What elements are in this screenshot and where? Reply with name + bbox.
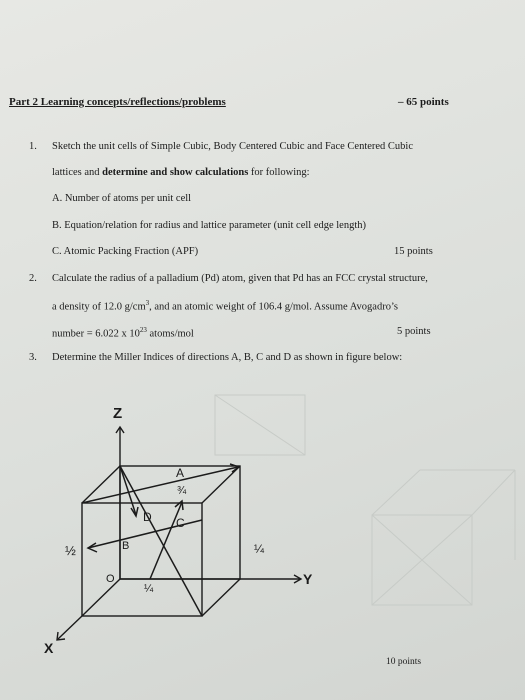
z-axis-label: Z (113, 405, 123, 422)
half-mark: ½ (65, 543, 76, 558)
q2-line1: Calculate the radius of a palladium (Pd) atom, given that Pd has an FCC crystal structure, (52, 273, 428, 284)
q1-number: 1. (29, 141, 37, 152)
label-a: A (176, 466, 185, 480)
q1-item-c: C. Atomic Packing Fraction (APF) (52, 246, 199, 257)
q3-number: 3. (29, 352, 37, 363)
q2-line2: a density of 12.0 $g/cm^3$, and an atomic weight of 106.4 g/mol. Assume Avogadro’s (52, 299, 398, 313)
q1-item-a: A. Number of atoms per unit cell (52, 193, 192, 204)
q1-item-b: B. Equation/relation for radius and lattice parameter (unit cell edge length) (52, 220, 367, 231)
label-b: B (122, 540, 130, 552)
total-points: – 65 points (398, 96, 449, 108)
q3-points: 10 points (386, 657, 422, 667)
y-axis-label: Y (303, 571, 313, 587)
q2-number: 2. (29, 273, 37, 284)
axes (57, 427, 301, 640)
q3-text: Determine the Miller Indices of directions A, B, C and D as shown in figure below: (52, 352, 403, 363)
quarter-bottom-mark: ¼ (144, 583, 154, 595)
q1-line1: Sketch the unit cells of Simple Cubic, Body Centered Cubic and Face Centered Cubic (52, 141, 414, 152)
figure-labels (44, 405, 313, 656)
show-through-lines (215, 395, 515, 605)
x-axis-label: X (44, 640, 54, 656)
origin-label: O (106, 573, 115, 585)
q2-line3: number = 6.022 x $10^{23}$ atoms/mol (52, 326, 194, 340)
q1-points: 15 points (394, 246, 433, 257)
label-c: C (176, 516, 185, 530)
quarter-right-mark: ¼ (254, 542, 265, 556)
three-quarter-mark: ¾ (177, 485, 187, 497)
label-d: D (143, 510, 152, 524)
q2-points: 5 points (397, 326, 431, 337)
section-heading: Part 2 Learning concepts/reflections/problems (9, 96, 226, 108)
q1-line2: lattices and determine and show calculations for following: (52, 167, 310, 178)
